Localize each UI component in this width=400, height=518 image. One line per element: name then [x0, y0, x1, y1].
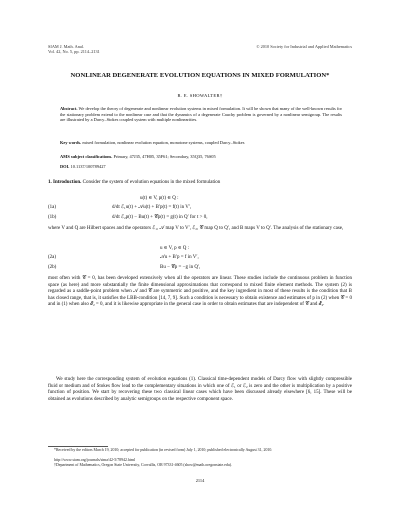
equation-2b: Bu − 𝒞p = −g in Q′,	[160, 265, 201, 270]
subject-classifications	[60, 154, 342, 160]
footnote-affiliation: †Department of Mathematics, Oregon State University, Corvallis, OR 97331-4605 (show@math.oregonstate.edu).	[54, 463, 233, 467]
equation-label-2a: (2a)	[48, 255, 57, 260]
section-heading: 1. Introduction.	[48, 180, 82, 185]
abstract-text: We develop the theory of degenerate and nonlinear evolution systems in mixed formulation. It will be shown that many of the well-known results for the stationary problem extend to the nonlinear case and that the dynamics of a degenerate Cauchy problem is governed by a nonlinear semigroup. The results are illustrated by a Darcy–Stokes coupled system with multiple nonlinearities.	[60, 106, 342, 123]
footnote-rule	[48, 446, 108, 447]
equation-label-1a: (1a)	[48, 205, 57, 210]
paragraph-evolution: We study here the corresponding system of evolution equations (1). Classical time-dependent models of Darcy flow with slightly compressible fluid or medium and of Stokes flow lead to the complementary situations in which one of ℰ₁ or ℰ₂ is zero and the other is multiplication by a positive function of position. We start by recovering these two classical linear cases which have been discussed already elsewhere [6, 15]. These will be obtained as evolutions described by analytic semigroups on the respective component space.	[48, 377, 352, 402]
copyright-notice: © 2010 Society for Industrial and Applied Mathematics	[256, 44, 352, 49]
section-intro	[48, 180, 352, 187]
paragraph-stationary: most often with 𝒞 = 0, has been developed extensively when all the operators are linear. These studies include the continuous problem in function space (as here) and more substantially the finite dimensional approximations that correspond to mixed finite element methods. The system (2) is regarded as a saddle-point problem when 𝒜 and 𝒞 are symmetric and positive, and the key ingredient in most of these results is the condition that B has closed range, that is, it satisfies the LBB-condition [14, 7, 9]. Such a condition is necessary to obtain existence and estimates of p in (2) when 𝒞 = 0 and in (1) when also ℰ₂ = 0, and it is likewise appropriate in the general case in order to obtain estimates that are independent of 𝒞 and ℰ₂.	[48, 276, 352, 307]
msc-text: Primary, 47J35, 47H05, 35F61; Secondary, 35Q35, 76S05	[113, 154, 216, 159]
journal-volume: Vol. 42, No. 5, pp. 2114–2131	[48, 49, 100, 55]
journal-header	[48, 44, 100, 55]
footnote-received: *Received by the editors March 19, 2010; accepted for publication (in revised form) July 1, 2010; published electronically August 31, 2010.	[54, 448, 273, 452]
equation-2a: 𝒜u + B′p = f in V′,	[160, 255, 199, 260]
keywords	[60, 140, 342, 146]
abstract	[60, 106, 342, 123]
doi-text: 10.1137/100789427	[70, 164, 106, 169]
equation-label-2b: (2b)	[48, 265, 57, 270]
doi-label: DOI.	[60, 164, 70, 169]
msc-label: AMS subject classifications.	[60, 154, 113, 159]
paragraph-operators: where V and Q are Hilbert spaces and the operators ℰ₁, 𝒜 map V to V′, ℰ₂, 𝒞 map Q to Q′, and B maps V to Q′. The analysis of the stationary case,	[48, 226, 344, 231]
keywords-text: mixed formulation, nonlinear evolution equation, monotone systems, coupled Darcy–Stokes	[82, 140, 245, 145]
equation-1a: d/dt ℰ₁u(t) + 𝒜u(t) + B′p(t) = f(t) in V′,	[112, 205, 192, 210]
doi	[60, 164, 342, 170]
system2-header: u ∈ V, p ∈ Q :	[160, 246, 190, 251]
page-number: 2114	[195, 478, 205, 483]
section-intro-text: Consider the system of evolution equations in the mixed formulation	[82, 180, 221, 185]
equation-1b: d/dt ℰ₂p(t) − Bu(t) + 𝒞p(t) = g(t) in Q′ for t > 0,	[112, 215, 208, 220]
keywords-label: Key words.	[60, 140, 82, 145]
abstract-label: Abstract.	[60, 106, 78, 111]
equation-label-1b: (1b)	[48, 215, 57, 220]
system1-header: u(t) ∈ V, p(t) ∈ Q :	[140, 196, 179, 201]
paper-author: R. E. SHOWALTER†	[177, 93, 223, 98]
footnote-url: http://www.siam.org/journals/sima/42-5/78942.html	[54, 458, 136, 462]
journal-name: SIAM J. Math. Anal.	[48, 44, 85, 49]
paper-title: NONLINEAR DEGENERATE EVOLUTION EQUATIONS IN MIXED FORMULATION*	[70, 72, 330, 79]
